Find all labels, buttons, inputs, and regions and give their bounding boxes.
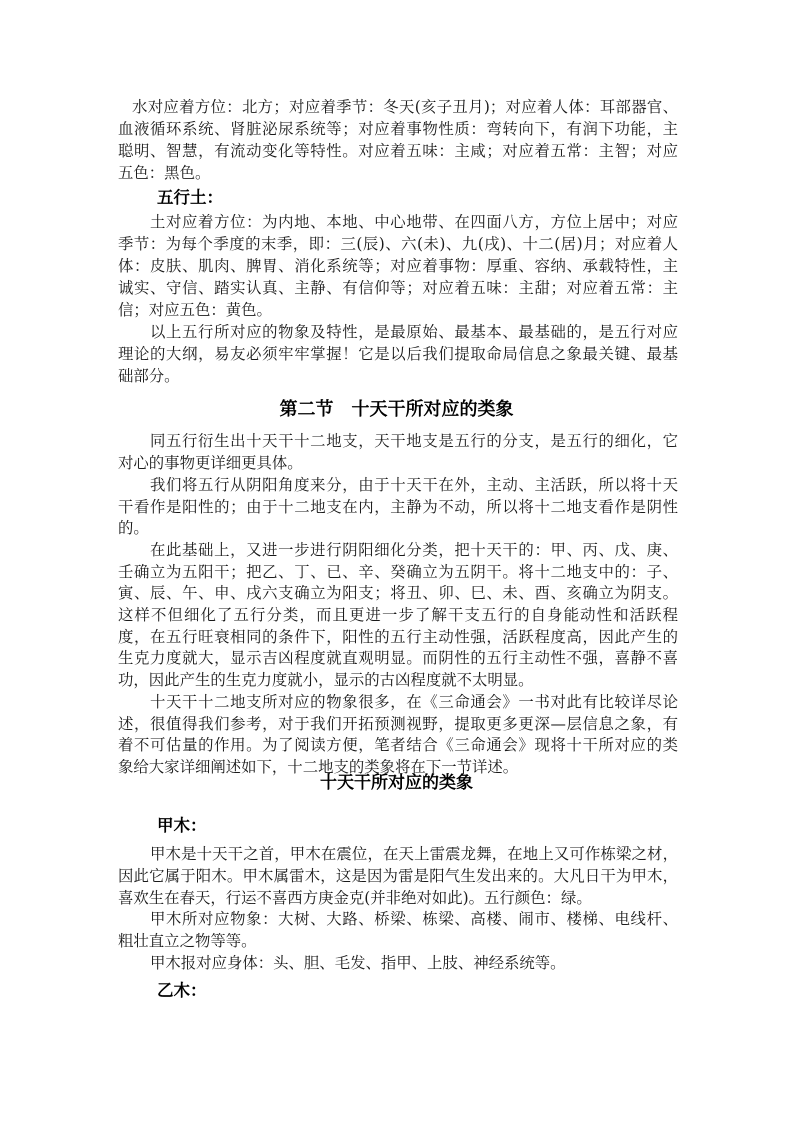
text-line: 我们将五行从阴阳角度来分，由于十天干在外，主动、主活跃，所以将十天	[150, 476, 678, 494]
text-line: 理论的大纲，易友必须牢牢掌握！它是以后我们提取命局信息之象最关键、最基	[118, 345, 678, 363]
text-line: 土对应着方位：为内地、本地、中心地带、在四面八方，方位上居中；对应	[150, 213, 678, 231]
text-line: 血液循环系统、肾脏泌尿系统等；对应着事物性质：弯转向下，有润下功能，主	[118, 120, 678, 138]
text-line: 度，在五行旺衰相同的条件下，阳性的五行主动性强，活跃程度高，因此产生的	[118, 628, 678, 646]
section-heading: 第二节 十天干所对应的类象	[279, 399, 514, 420]
text-line: 象给大家详细阐述如下，十二地支的类象将在下一节详述。	[118, 758, 519, 776]
text-line: 因此它属于阳木。甲木属雷木，这是因为雷是阳气生发出来的。大凡日干为甲木，	[118, 867, 678, 885]
text-line: 生克力度就大，显示吉凶程度就直观明显。而阴性的五行主动性不强，喜静不喜	[118, 649, 678, 667]
text-line: 五色：黑色。	[118, 164, 211, 182]
text-line: 粗壮直立之物等等。	[118, 932, 257, 950]
stems-heading: 十天干所对应的类象	[320, 773, 473, 793]
earth-heading: 五行土：	[157, 188, 223, 207]
text-line: 干看作是阳性的；由于十二地支在内，主静为不动，所以将十二地支看作是阴性	[118, 498, 678, 516]
text-line: 功，因此产生的生克力度就小，显示的古凶程度就不太明显。	[118, 671, 534, 689]
text-line: 甲木报对应身体：头、胆、毛发、指甲、上肢、神经系统等。	[150, 954, 566, 972]
text-line: 述，很值得我们参考，对于我们开拓预测视野，提取更多更深—层信息之象，有	[118, 715, 678, 733]
text-line: 这样不但细化了五行分类，而且更进一步了解干支五行的自身能动性和活跃程	[118, 606, 678, 624]
text-line: 寅、辰、午、申、戌六支确立为阳支；将丑、卯、巳、未、酉、亥确立为阴支。	[118, 584, 678, 602]
text-line: 的。	[118, 519, 149, 537]
text-line: 聪明、智慧，有流动变化等特性。对应着五味：主咸；对应着五常：主智；对应	[118, 142, 678, 160]
text-line: 水对应着方位：北方；对应着季节：冬天(亥子丑月)；对应着人体：耳部器官、	[132, 98, 678, 116]
yimu-heading: 乙木：	[157, 981, 207, 1000]
jiamu-heading: 甲木：	[157, 816, 207, 835]
text-line: 础部分。	[118, 367, 180, 385]
text-line: 以上五行所对应的物象及特性，是最原始、最基本、最基础的，是五行对应	[150, 323, 678, 341]
text-line: 对心的事物更详细更具体。	[118, 454, 303, 472]
text-line: 壬确立为五阳干；把乙、丁、已、辛、癸确立为五阴干。将十二地支中的：子、	[118, 563, 678, 581]
text-line: 在此基础上，又进一步进行阴阳细化分类，把十天干的：甲、丙、戊、庚、	[150, 541, 678, 559]
text-line: 甲木所对应物象：大树、大路、桥梁、栋梁、高楼、闹市、楼梯、电线杆、	[150, 910, 678, 928]
text-line: 季节：为每个季度的末季，即：三(辰)、六(未)、九(戌)、十二(居)月；对应着人	[118, 235, 678, 253]
text-line: 信；对应五色：黄色。	[118, 301, 272, 319]
text-line: 着不可估量的作用。为了阅读方便，笔者结合《三命通会》现将十干所对应的类	[118, 736, 678, 754]
text-line: 诚实、守信、踏实认真、主静、有信仰等；对应着五味：主甜；对应着五常：主	[118, 279, 678, 297]
text-line: 十天干十二地支所对应的物象很多，在《三命通会》一书对此有比较详尽论	[150, 693, 678, 711]
text-line: 同五行衍生出十天干十二地支，天干地支是五行的分支，是五行的细化，它	[150, 432, 678, 450]
text-line: 甲木是十天干之首，甲木在震位，在天上雷震龙舞，在地上又可作栋梁之材，	[150, 845, 678, 863]
text-line: 喜欢生在春天，行运不喜西方庚金克(并非绝对如此)。五行颜色：绿。	[118, 889, 592, 907]
text-line: 体：皮肤、肌肉、脾胃、消化系统等；对应着事物：厚重、容纳、承载特性，主	[118, 257, 678, 275]
